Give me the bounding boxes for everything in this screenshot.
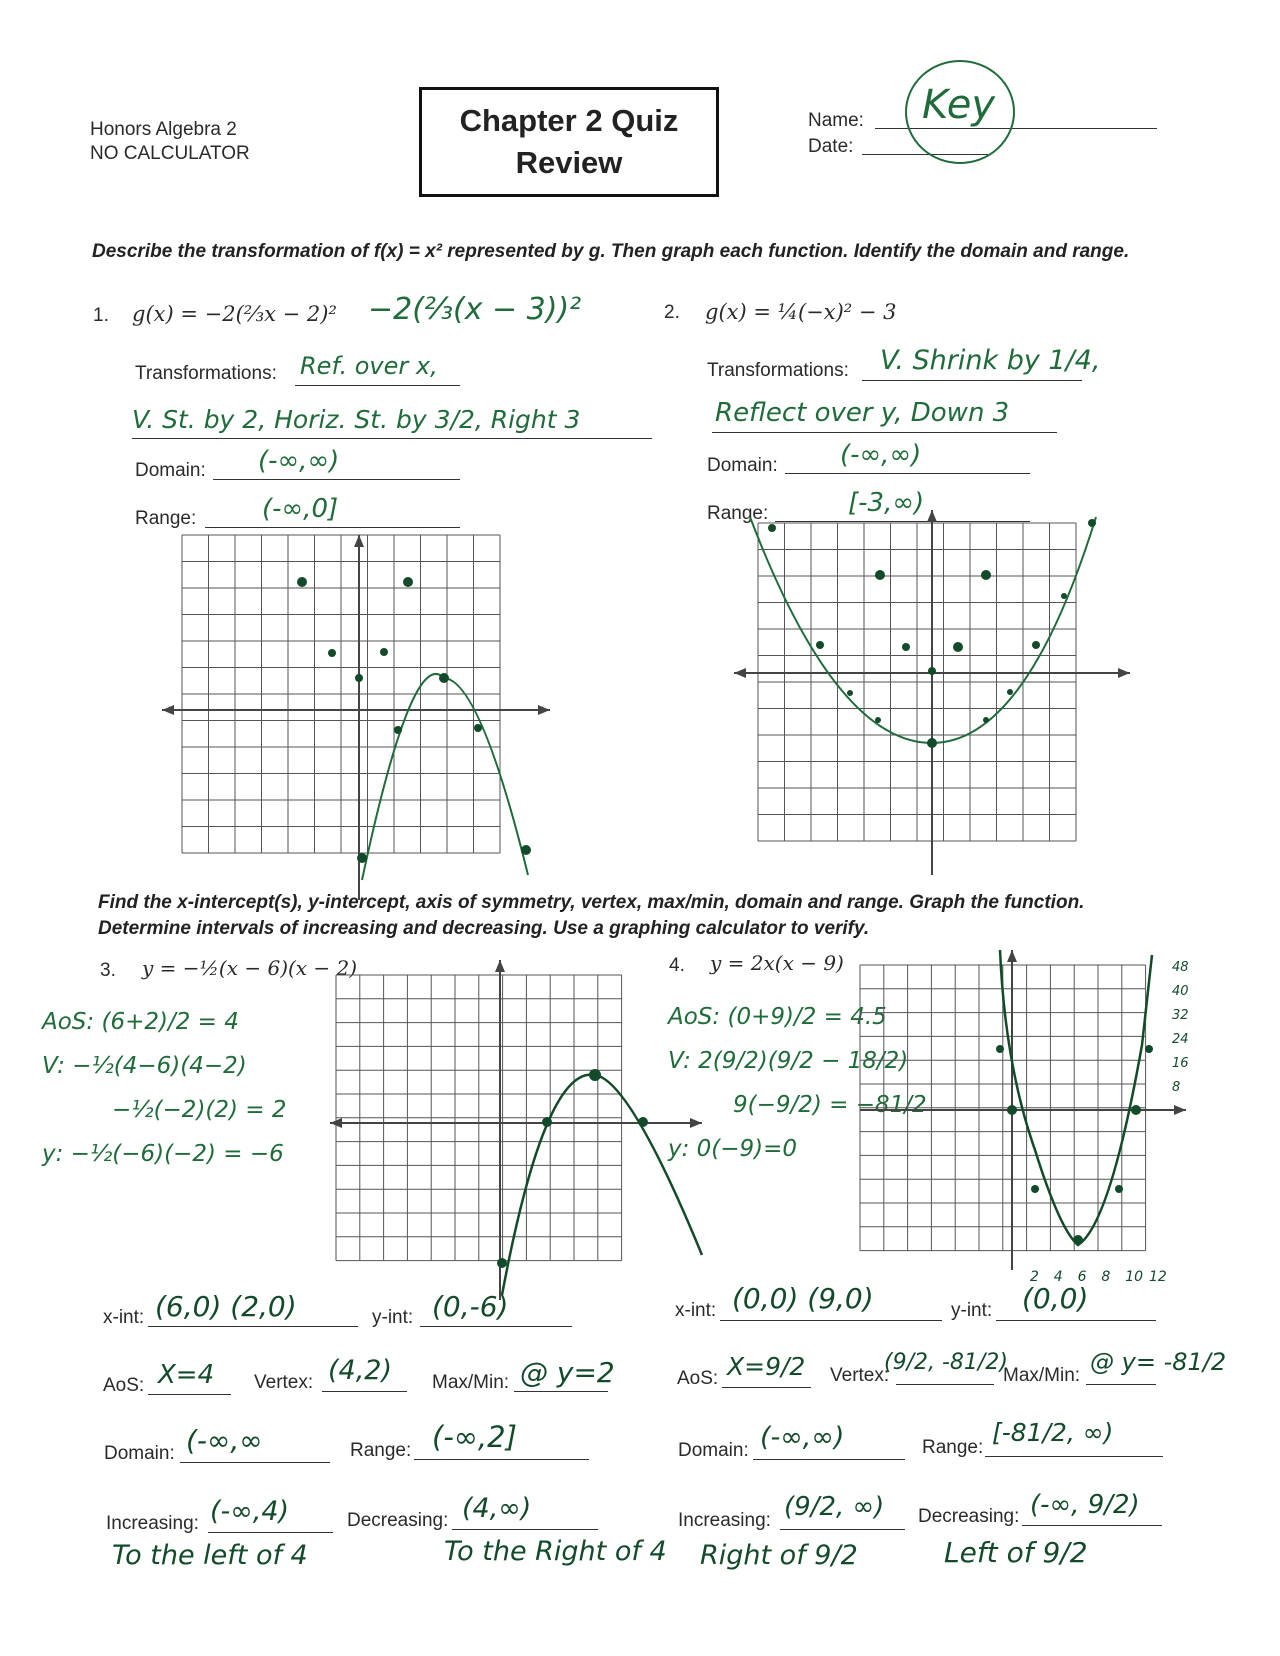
problem2-function: g(x) = ¼(−x)² − 3 xyxy=(705,300,897,324)
p3-yint-label: y-int: xyxy=(372,1307,414,1328)
p1-range-label: Range: xyxy=(135,508,197,529)
p4-vertex-label: Vertex: xyxy=(830,1365,890,1386)
p4-inc: (9/2, ∞) xyxy=(784,1492,885,1522)
p4-aos: X=9/2 xyxy=(727,1352,806,1381)
p3-work-vertex-2: −½(−2)(2) = 2 xyxy=(112,1097,287,1123)
p4-work-yint: y: 0(−9)=0 xyxy=(668,1136,798,1162)
p4-aos-line[interactable] xyxy=(722,1387,811,1388)
graph-2 xyxy=(730,505,1140,885)
p1-transformations-2: V. St. by 2, Horiz. St. by 3/2, Right 3 xyxy=(132,405,581,434)
p3-range-line[interactable] xyxy=(414,1459,589,1460)
p3-work-vertex: V: −½(4−6)(4−2) xyxy=(42,1053,247,1079)
p4-domain-label: Domain: xyxy=(678,1440,749,1461)
p2-domain-line[interactable] xyxy=(785,473,1030,474)
p3-xint-line[interactable] xyxy=(148,1326,358,1327)
p4-dec: (-∞, 9/2) xyxy=(1030,1490,1140,1520)
y-tick-label: 32 xyxy=(1172,1008,1189,1023)
p2-transformations-line[interactable] xyxy=(862,380,1082,381)
p1-transformations-line[interactable] xyxy=(295,385,460,386)
p4-dec-line[interactable] xyxy=(1022,1525,1162,1526)
p3-domain-line[interactable] xyxy=(180,1462,330,1463)
p1-range: (-∞,0] xyxy=(262,494,339,524)
p4-yint-label: y-int: xyxy=(951,1300,993,1321)
x-tick-label: 12 xyxy=(1149,1269,1167,1285)
p3-xint: (6,0) (2,0) xyxy=(155,1290,297,1323)
p4-inc-note: Right of 9/2 xyxy=(700,1540,858,1571)
p4-dec-label: Decreasing: xyxy=(918,1506,1020,1527)
problem3-work xyxy=(42,1000,287,1176)
problem4-function: y = 2x(x − 9) xyxy=(710,951,844,975)
section1-instructions: Describe the transformation of f(x) = x² represented by g. Then graph each function. Identify the domain and range. xyxy=(92,241,1130,262)
p3-vertex: (4,2) xyxy=(328,1355,393,1386)
problem2-number: 2. xyxy=(664,302,680,323)
p4-range-line[interactable] xyxy=(985,1456,1163,1457)
section2-instructions: Find the x-intercept(s), y-intercept, axis of symmetry, vertex, max/min, domain and range. Graph the function. Determine intervals of increasing and decreasing. Use a graphing calculator to verify. xyxy=(98,892,1085,939)
p4-domain-line[interactable] xyxy=(753,1459,905,1460)
problem1-rewrite: −2(⅔(x − 3))² xyxy=(368,292,582,327)
p4-aos-label: AoS: xyxy=(677,1368,719,1389)
p4-maxmin: @ y= -81/2 xyxy=(1090,1348,1227,1376)
p4-xint: (0,0) (9,0) xyxy=(732,1282,874,1315)
p3-xint-label: x-int: xyxy=(103,1307,145,1328)
p3-vertex-line[interactable] xyxy=(322,1391,407,1392)
problem1-function: g(x) = −2(⅔x − 2)² xyxy=(132,302,337,326)
p3-domain-label: Domain: xyxy=(104,1443,175,1464)
course-name: Honors Algebra 2 xyxy=(90,119,237,140)
p3-dec-label: Decreasing: xyxy=(347,1510,449,1531)
p4-inc-label: Increasing: xyxy=(678,1510,771,1531)
p4-xint-line[interactable] xyxy=(720,1320,942,1321)
p3-aos-label: AoS: xyxy=(103,1375,145,1396)
p3-vertex-label: Vertex: xyxy=(254,1372,314,1393)
p4-inc-line[interactable] xyxy=(780,1529,905,1530)
p1-transformations-1: Ref. over x, xyxy=(300,352,438,380)
p3-maxmin-line[interactable] xyxy=(514,1391,608,1392)
x-tick-label: 2 xyxy=(1030,1269,1039,1285)
graph-3 xyxy=(330,955,720,1305)
p4-work-vertex: V: 2(9/2)(9/2 − 18/2) xyxy=(668,1048,909,1074)
x-tick-label: 4 xyxy=(1053,1269,1063,1285)
date-label: Date: xyxy=(808,136,854,157)
p4-dec-note: Left of 9/2 xyxy=(944,1536,1088,1569)
p2-domain-label: Domain: xyxy=(707,455,778,476)
p1-transformations-label: Transformations: xyxy=(135,363,277,384)
p3-dec-line[interactable] xyxy=(452,1529,598,1530)
p3-aos-line[interactable] xyxy=(148,1394,231,1395)
p2-transformations-line-2[interactable] xyxy=(712,432,1057,433)
p4-maxmin-line[interactable] xyxy=(1086,1384,1156,1385)
p4-work-aos: AoS: (0+9)/2 = 4.5 xyxy=(668,1004,887,1030)
p2-transformations-1: V. Shrink by 1/4, xyxy=(880,345,1101,376)
p3-range-label: Range: xyxy=(350,1440,412,1461)
y-tick-label: 8 xyxy=(1172,1080,1181,1095)
x-tick-label: 10 xyxy=(1125,1269,1144,1285)
p1-domain-line[interactable] xyxy=(213,479,460,480)
p3-inc-label: Increasing: xyxy=(106,1513,199,1534)
x-tick-label: 6 xyxy=(1077,1269,1087,1285)
p3-maxmin: @ y=2 xyxy=(520,1356,615,1389)
p4-yint-line[interactable] xyxy=(996,1320,1156,1321)
p3-inc-line[interactable] xyxy=(208,1532,333,1533)
p4-xint-label: x-int: xyxy=(675,1300,717,1321)
p3-domain: (-∞,∞ xyxy=(186,1424,263,1457)
p2-range-label: Range: xyxy=(707,503,769,524)
problem4-number: 4. xyxy=(669,955,685,976)
p1-range-line[interactable] xyxy=(205,527,460,528)
p4-vertex-line[interactable] xyxy=(896,1384,994,1385)
problem1-number: 1. xyxy=(93,305,109,326)
p2-transformations-2: Reflect over y, Down 3 xyxy=(715,398,1010,428)
name-value: Key xyxy=(922,82,996,128)
p4-vertex: (9/2, -81/2) xyxy=(884,1350,1008,1375)
p2-domain: (-∞,∞) xyxy=(840,440,922,470)
p1-domain-label: Domain: xyxy=(135,460,206,481)
y-tick-label: 48 xyxy=(1172,960,1189,975)
p1-domain: (-∞,∞) xyxy=(258,446,340,476)
name-label: Name: xyxy=(808,110,864,131)
p3-yint-line[interactable] xyxy=(420,1326,572,1327)
p3-inc: (-∞,4) xyxy=(210,1496,290,1527)
p3-maxmin-label: Max/Min: xyxy=(432,1372,510,1393)
problem3-number: 3. xyxy=(100,960,116,981)
p2-transformations-label: Transformations: xyxy=(707,360,849,381)
p4-domain: (-∞,∞) xyxy=(760,1422,845,1453)
graph-1 xyxy=(150,530,560,910)
graph-4 xyxy=(860,945,1200,1285)
p3-yint: (0,-6) xyxy=(432,1290,509,1323)
x-tick-label: 8 xyxy=(1101,1269,1111,1285)
p2-range: [-3,∞) xyxy=(848,488,925,518)
title-line-1: Chapter 2 Quiz xyxy=(459,103,679,138)
graph-3-points xyxy=(497,1069,648,1268)
calculator-note: NO CALCULATOR xyxy=(90,143,250,164)
p3-work-aos: AoS: (6+2)/2 = 4 xyxy=(42,1009,239,1035)
p3-aos: X=4 xyxy=(158,1360,215,1390)
p4-range-label: Range: xyxy=(922,1437,984,1458)
p3-inc-note: To the left of 4 xyxy=(112,1540,308,1571)
y-tick-label: 24 xyxy=(1172,1032,1189,1047)
p3-dec-note: To the Right of 4 xyxy=(444,1536,667,1567)
p4-maxmin-label: Max/Min: xyxy=(1003,1365,1081,1386)
y-tick-label: 16 xyxy=(1172,1056,1189,1071)
p4-yint: (0,0) xyxy=(1022,1282,1089,1315)
y-tick-label: 40 xyxy=(1172,984,1189,999)
p3-dec: (4,∞) xyxy=(462,1493,532,1524)
p1-transformations-line-2[interactable] xyxy=(132,438,652,439)
problem3-function: y = −½(x − 6)(x − 2) xyxy=(142,956,358,980)
p3-work-yint: y: −½(−6)(−2) = −6 xyxy=(42,1141,284,1167)
p4-range: [-81/2, ∞) xyxy=(992,1418,1114,1447)
title-line-2: Review xyxy=(515,145,623,180)
p3-range: (-∞,2] xyxy=(432,1420,517,1454)
p4-work-vertex-2: 9(−9/2) = −81/2 xyxy=(733,1092,927,1118)
